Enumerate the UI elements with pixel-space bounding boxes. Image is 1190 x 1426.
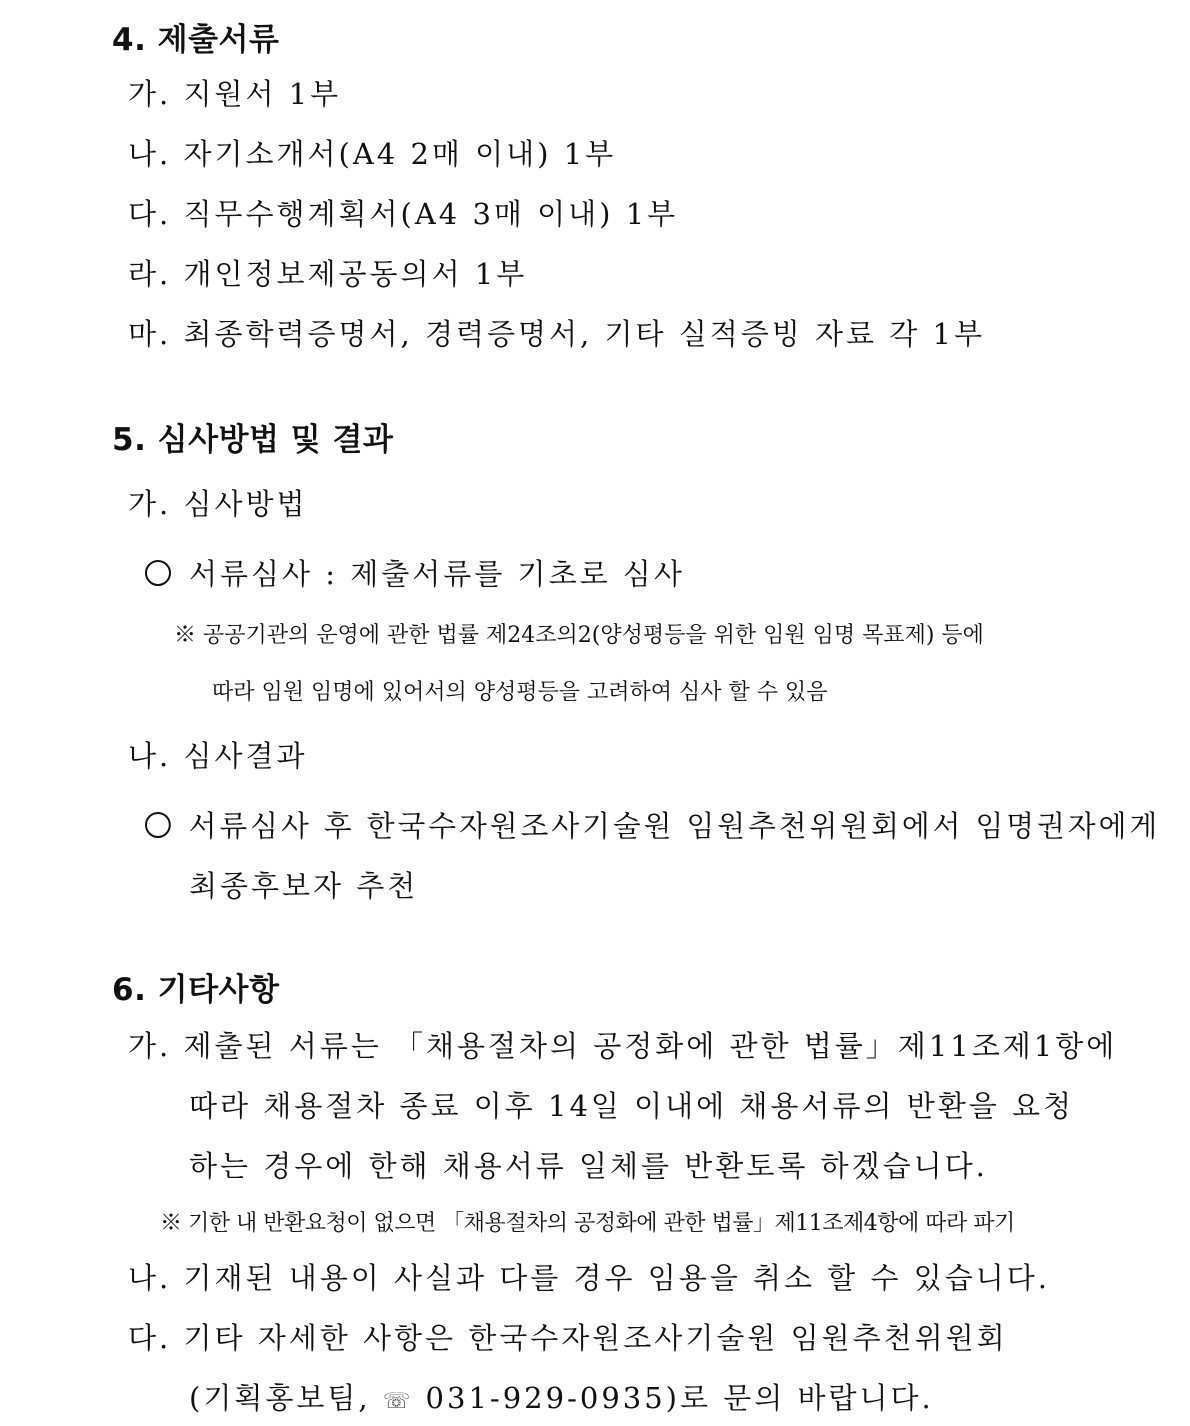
section-6-c-line-1: 다. 기타 자세한 사항은 한국수자원조사기술원 임원추천위원회 (128, 1321, 1008, 1355)
section-5-b-bullet-line-1: 서류심사 후 한국수자원조사기술원 임원추천위원회에서 임명권자에게 (188, 809, 1161, 843)
section-5-b-label: 나. 심사결과 (128, 739, 308, 773)
section-4-item-3: 다. 직무수행계획서(A4 3매 이내) 1부 (128, 197, 679, 231)
section-4-item-2: 나. 자기소개서(A4 2매 이내) 1부 (128, 137, 617, 171)
section-6-a-line-2: 따라 채용절차 종료 이후 14일 이내에 채용서류의 반환을 요청 (189, 1089, 1074, 1123)
section-6-c-line-2 (189, 1376, 934, 1417)
circle-bullet-icon (145, 560, 171, 586)
section-6-b-line: 나. 기재된 내용이 사실과 다를 경우 임용을 취소 할 수 있습니다. (128, 1261, 1050, 1295)
section-4-title: 4. 제출서류 (112, 22, 280, 58)
section-6-title: 6. 기타사항 (112, 972, 280, 1008)
section-5-a-note-line-2: 따라 임원 임명에 있어서의 양성평등을 고려하여 심사 할 수 있음 (212, 680, 828, 705)
section-4-item-5: 마. 최종학력증명서, 경력증명서, 기타 실적증빙 자료 각 1부 (128, 317, 985, 351)
phone-icon: ☏ (382, 1389, 414, 1414)
section-5-a-label: 가. 심사방법 (128, 487, 308, 521)
section-5-title: 5. 심사방법 및 결과 (112, 422, 394, 458)
section-5-a-note-line-1: ※ 공공기관의 운영에 관한 법률 제24조의2(양성평등을 위한 임원 임명 목표제) 등에 (174, 623, 984, 648)
section-5-a-bullet (145, 552, 685, 593)
section-4-item-1: 가. 지원서 1부 (128, 77, 342, 111)
section-6-a-line-3: 하는 경우에 한해 채용서류 일체를 반환토록 하겠습니다. (189, 1149, 988, 1183)
section-5-a-bullet-text: 서류심사 : 제출서류를 기초로 심사 (189, 557, 685, 591)
circle-bullet-icon (145, 812, 171, 838)
section-4-item-4: 라. 개인정보제공동의서 1부 (128, 257, 528, 291)
contact-suffix: 031-929-0935)로 문의 바랍니다. (413, 1381, 934, 1415)
section-6-a-line-1: 가. 제출된 서류는 「채용절차의 공정화에 관한 법률」제11조제1항에 (128, 1029, 1118, 1063)
section-6-a-note: ※ 기한 내 반환요청이 없으면 「채용절차의 공정화에 관한 법률」제11조제4항에 따라 파기 (160, 1211, 1015, 1236)
section-5-b-bullet (145, 804, 1160, 845)
section-5-b-bullet-line-2: 최종후보자 추천 (189, 869, 419, 903)
contact-prefix: (기획홍보팀, (189, 1381, 383, 1415)
